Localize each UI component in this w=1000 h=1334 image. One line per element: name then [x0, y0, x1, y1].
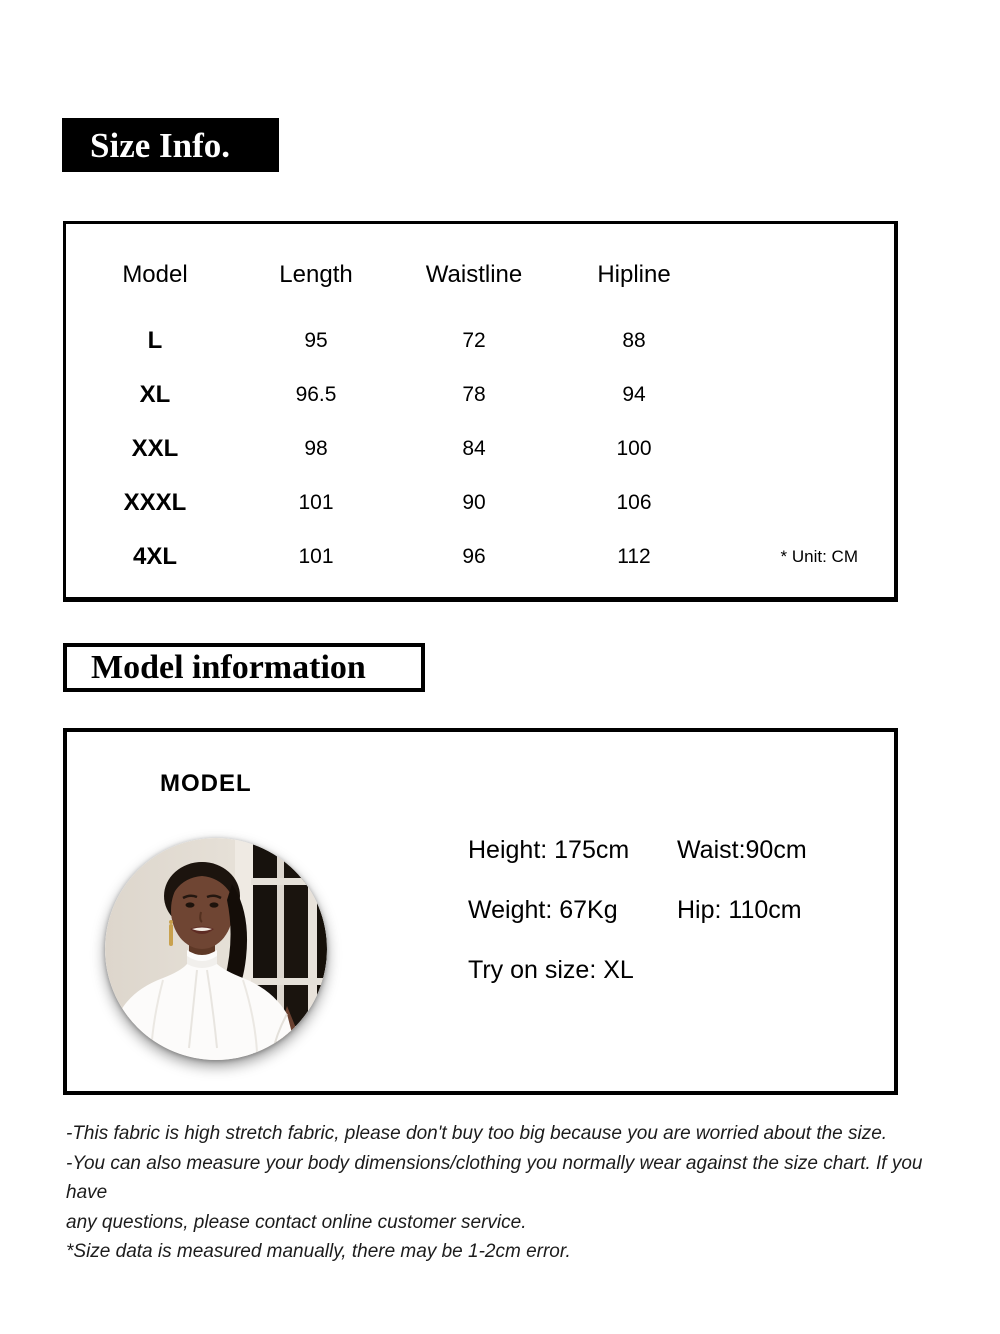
table-row	[66, 368, 894, 422]
size-cell: L	[147, 327, 163, 354]
column-header-hipline: Hipline	[597, 261, 671, 288]
model-information-box	[63, 728, 898, 1095]
table-row	[66, 422, 894, 476]
table-header-row	[66, 248, 894, 302]
hipline-cell: 100	[616, 437, 652, 460]
column-header-length: Length	[279, 261, 353, 288]
waistline-cell: 96	[462, 545, 486, 568]
model-weight: Weight: 67Kg	[468, 896, 618, 924]
table-row	[66, 530, 894, 584]
waistline-cell: 90	[462, 491, 486, 514]
model-try-on-size: Try on size: XL	[468, 956, 634, 984]
size-cell: 4XL	[132, 543, 177, 570]
length-cell: 96.5	[295, 383, 337, 406]
note-line: *Size data is measured manually, there may be 1-2cm error.	[66, 1241, 571, 1263]
model-photo-illustration	[105, 838, 327, 1060]
hipline-cell: 94	[622, 383, 646, 406]
size-cell: XXL	[131, 435, 179, 462]
hipline-cell: 88	[622, 329, 646, 352]
length-cell: 101	[298, 491, 334, 514]
model-information-title: Model information	[63, 643, 425, 692]
column-header-model: Model	[122, 261, 188, 288]
hipline-cell: 106	[616, 491, 652, 514]
waistline-cell: 72	[462, 329, 486, 352]
model-hip: Hip: 110cm	[677, 896, 802, 924]
size-cell: XL	[139, 381, 171, 408]
note-line: -You can also measure your body dimensions/clothing you normally wear against the size chart. If you have	[66, 1152, 923, 1204]
model-height: Height: 175cm	[468, 836, 630, 864]
model-photo-label: MODEL	[160, 770, 252, 797]
unit-note: * Unit: CM	[780, 547, 858, 566]
table-row	[66, 314, 894, 368]
size-info-title: Size Info.	[62, 118, 279, 172]
size-cell: XXXL	[123, 489, 187, 516]
hipline-cell: 112	[617, 545, 651, 568]
length-cell: 95	[304, 329, 328, 352]
column-header-waistline: Waistline	[425, 261, 523, 288]
note-line: -This fabric is high stretch fabric, please don't buy too big because you are worried about the size.	[66, 1123, 888, 1144]
length-cell: 98	[304, 437, 328, 460]
length-cell: 101	[298, 545, 334, 568]
note-line: any questions, please contact online customer service.	[66, 1211, 527, 1233]
model-photo	[105, 838, 327, 1060]
size-table	[63, 221, 898, 602]
table-row	[66, 476, 894, 530]
waistline-cell: 78	[462, 383, 486, 406]
model-waist: Waist:90cm	[677, 836, 807, 864]
waistline-cell: 84	[462, 437, 486, 460]
footer-notes	[66, 1119, 956, 1267]
